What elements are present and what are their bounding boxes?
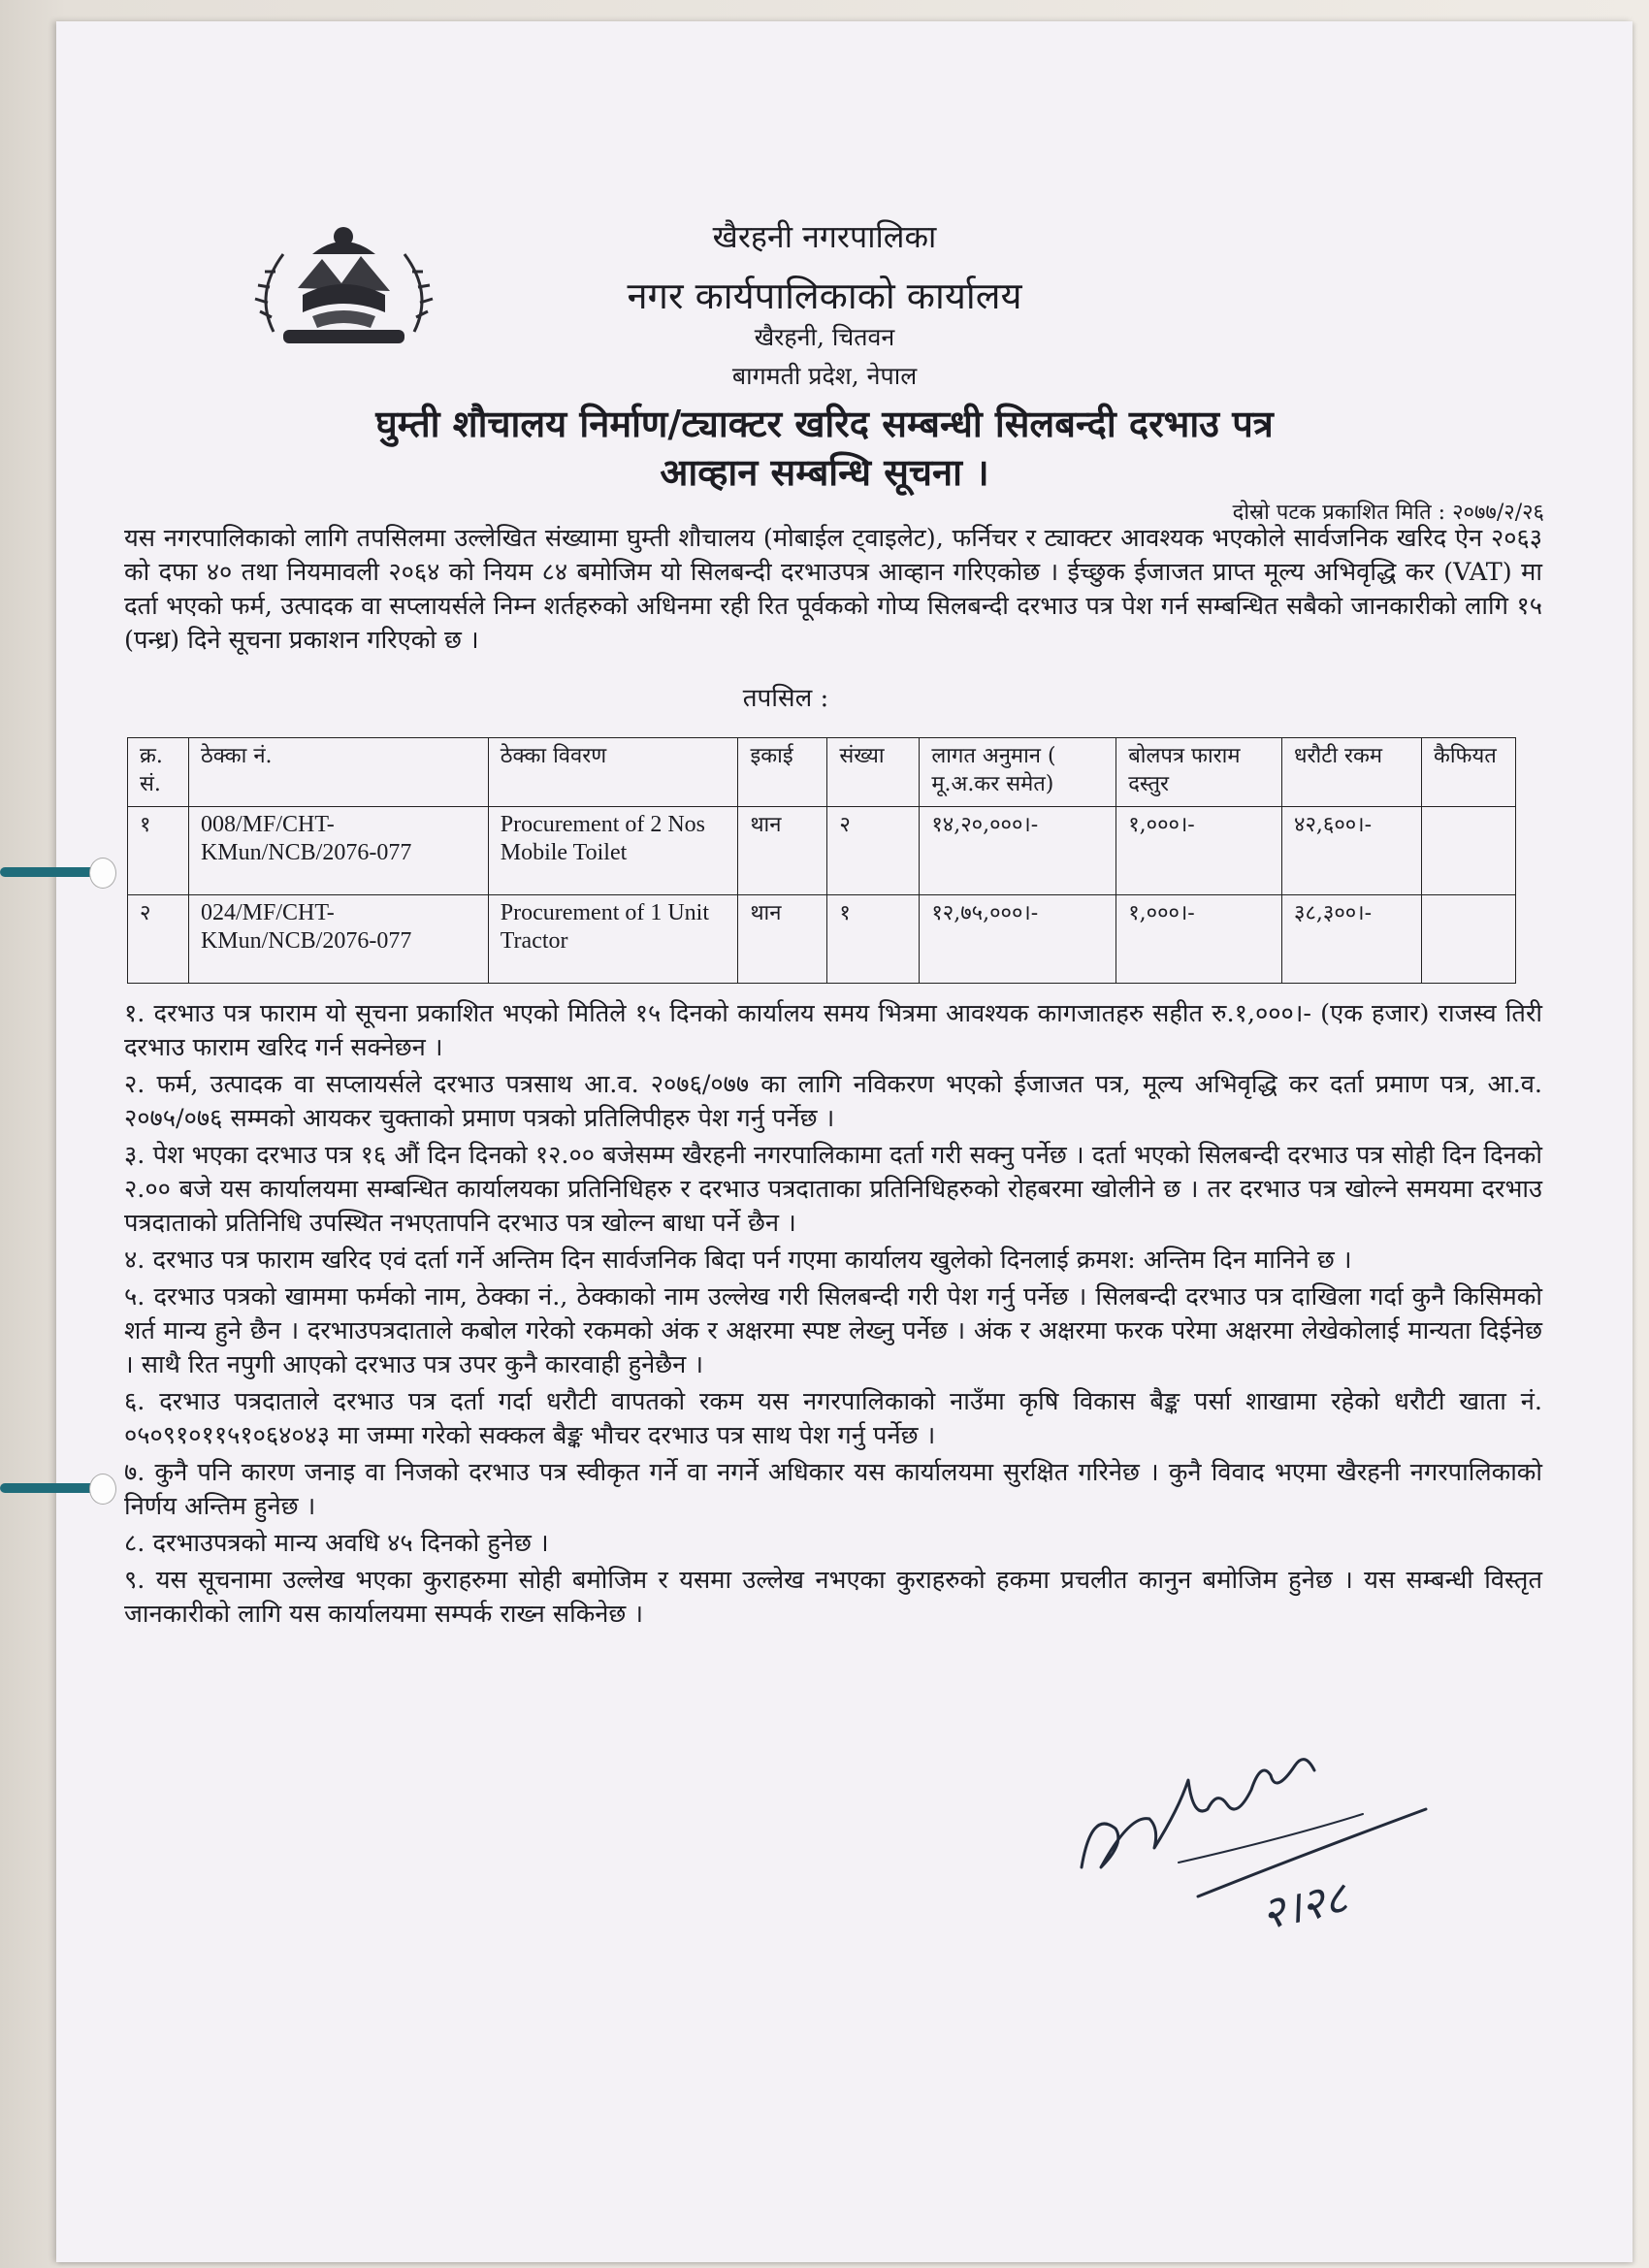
condition-7: ७. कुनै पनि कारण जनाइ वा निजको दरभाउ पत्र स्वीकृत गर्ने वा नगर्ने अधिकार यस कार्यालयमा सुरक्षित गरिनेछ । कुनै विवाद भएमा खैरहनी नगरपालिकाको निर्णय अन्तिम हुनेछ । — [124, 1458, 1542, 1521]
office-province: बागमती प्रदेश, नेपाल — [731, 362, 918, 390]
cell-sn: २ — [128, 895, 189, 984]
conditions-list — [124, 997, 1542, 1632]
cell-unit: थान — [738, 807, 827, 895]
cell-contract-no: 024/MF/CHT-KMun/NCB/2076-077 — [188, 895, 488, 984]
notice-title: घुम्ती शौचालय निर्माण/ट्याक्टर खरिद सम्बन्धी सिलबन्दी दरभाउ पत्र — [375, 402, 1274, 445]
cell-bid-security: ४२,६००।- — [1282, 807, 1422, 895]
cell-description: Procurement of 2 Nos Mobile Toilet — [488, 807, 738, 895]
schedule-label: तपसिल : — [742, 684, 829, 713]
cell-form-fee: १,०००।- — [1116, 807, 1282, 895]
cell-cost-estimate: १२,७५,०००।- — [920, 895, 1116, 984]
col-header-remarks: कैफियत — [1421, 738, 1515, 807]
condition-3: ३. पेश भएका दरभाउ पत्र १६ औं दिन दिनको १२.०० बजेसम्म खैरहनी नगरपालिकामा दर्ता गरी सक्नु पर्नेछ । दर्ता भएको सिलबन्दी दरभाउ पत्र सोही दिन दिनको २.०० बजे यस कार्यालयमा सम्बन्धित कार्यालयका प्रतिनिधिहरु र दरभाउ पत्रदाताका प्रतिनिधिहरुको रोहबरमा खोलीने छ । तर दरभाउ पत्र खोल्ने समयमा दरभाउ पत्रदाताको प्रतिनिधि उपस्थित नभएतापनि दरभाउ पत्र खोल्न बाधा पर्ने छैन । — [124, 1141, 1542, 1238]
cell-remarks — [1421, 895, 1515, 984]
tender-table — [127, 737, 1516, 984]
col-header-contract-no: ठेक्का नं. — [188, 738, 488, 807]
condition-1: १. दरभाउ पत्र फाराम यो सूचना प्रकाशित भएको मितिले १५ दिनको कार्यालय समय भित्रमा आवश्यक कागजातहरु सहीत रु.१,०००।- (एक हजार) राजस्व तिरी दरभाउ फाराम खरिद गर्न सक्नेछन । — [124, 999, 1542, 1062]
condition-5: ५. दरभाउ पत्रको खाममा फर्मको नाम, ठेक्का नं., ठेक्काको नाम उल्लेख गरी सिलबन्दी गरी पेश गर्नु पर्नेछ । सिलबन्दी दरभाउ पत्र दाखिला गर्दा कुनै किसिमको शर्त मान्य हुने छैन । दरभाउपत्रदाताले कबोल गरेको रकमको अंक र अक्षरमा स्पष्ट लेख्नु पर्नेछ । अंक र अक्षरमा फरक परेमा अक्षरमा लेखेकोलाई मान्यता दिईनेछ । साथै रित नपुगी आएको दरभाउ पत्र उपर कुनै कारवाही हुनेछैन । — [124, 1282, 1542, 1379]
punch-hole — [89, 1474, 116, 1505]
thread — [0, 1483, 97, 1493]
cell-cost-estimate: १४,२०,०००।- — [920, 807, 1116, 895]
cell-quantity: १ — [827, 895, 920, 984]
notice-subtitle: आव्हान सम्बन्धि सूचना । — [660, 450, 989, 494]
cell-sn: १ — [128, 807, 189, 895]
col-header-form-fee: बोलपत्र फाराम दस्तुर — [1116, 738, 1282, 807]
punch-hole — [89, 858, 116, 889]
cell-unit: थान — [738, 895, 827, 984]
municipality-name: खैरहनी नगरपालिका — [712, 218, 937, 255]
cell-form-fee: १,०००।- — [1116, 895, 1282, 984]
condition-9: ९. यस सूचनामा उल्लेख भएका कुराहरुमा सोही बमोजिम र यसमा उल्लेख नभएका कुराहरुको हकमा प्रचलीत कानुन बमोजिम हुनेछ । यस सम्बन्धी विस्तृत जानकारीको लागि यस कार्यालयमा सम्पर्क राख्न सकिनेछ । — [124, 1566, 1542, 1629]
signature-date: २।२८ — [1256, 1870, 1352, 1940]
cell-remarks — [1421, 807, 1515, 895]
office-location: खैरहनी, चितवन — [754, 323, 895, 351]
col-header-sn: क्र. सं. — [128, 738, 189, 807]
col-header-unit: इकाई — [738, 738, 827, 807]
condition-6: ६. दरभाउ पत्रदाताले दरभाउ पत्र दर्ता गर्दा धरौटी वापतको रकम यस नगरपालिकाको नाउँमा कृषि विकास बैङ्क पर्सा शाखामा रहेको धरौटी खाता नं. ०५०९१०११५१०६४०४३ मा जम्मा गरेको सक्कल बैङ्क भौचर दरभाउ पत्र साथ पेश गर्नु पर्नेछ । — [124, 1387, 1542, 1450]
col-header-description: ठेक्का विवरण — [488, 738, 738, 807]
binding-thread-top — [0, 858, 114, 887]
col-header-cost-estimate: लागत अनुमान ( मू.अ.कर समेत) — [920, 738, 1116, 807]
cell-quantity: २ — [827, 807, 920, 895]
cell-contract-no: 008/MF/CHT-KMun/NCB/2076-077 — [188, 807, 488, 895]
col-header-quantity: संख्या — [827, 738, 920, 807]
cell-bid-security: ३८,३००।- — [1282, 895, 1422, 984]
binding-thread-bottom — [0, 1474, 114, 1503]
publication-date: दोस्रो पटक प्रकाशित मिति : २०७७/२/२६ — [1232, 501, 1544, 525]
table-row — [128, 807, 1516, 895]
condition-4: ४. दरभाउ पत्र फाराम खरिद एवं दर्ता गर्ने अन्तिम दिन सार्वजनिक बिदा पर्न गएमा कार्यालय खुलेको दिनलाई क्रमश: अन्तिम दिन मानिने छ । — [124, 1246, 1352, 1275]
intro-paragraph: यस नगरपालिकाको लागि तपसिलमा उल्लेखित संख्यामा घुम्ती शौचालय (मोबाईल ट्वाइलेट), फर्निचर र ट्याक्टर आवश्यक भएकोले सार्वजनिक खरिद ऐन २०६३ को दफा ४० तथा नियमावली २०६४ को नियम ८४ बमोजिम यो सिलबन्दी दरभाउपत्र आव्हान गरिएकोछ । ईच्छुक ईजाजत प्राप्त मूल्य अभिवृद्धि कर (VAT) मा दर्ता भएको फर्म, उत्पादक वा सप्लायर्सले निम्न शर्तहरुको अधिनमा रही रित पूर्वकको गोप्य सिलबन्दी दरभाउ पत्र पेश गर्न सम्बन्धित सबैको जानकारीको लागि १५ (पन्ध्र) दिने सूचना प्रकाशन गरिएको छ । — [124, 524, 1542, 655]
cell-description: Procurement of 1 Unit Tractor — [488, 895, 738, 984]
condition-8: ८. दरभाउपत्रको मान्य अवधि ४५ दिनको हुनेछ । — [124, 1529, 549, 1558]
col-header-bid-security: धरौटी रकम — [1282, 738, 1422, 807]
thread — [0, 867, 97, 877]
table-header-row — [128, 738, 1516, 807]
table-row — [128, 895, 1516, 984]
office-name: नगर कार्यपालिकाको कार्यालय — [627, 275, 1022, 317]
handwritten-signature-icon — [1072, 1722, 1445, 1940]
condition-2: २. फर्म, उत्पादक वा सप्लायर्सले दरभाउ पत्रसाथ आ.व. २०७६/०७७ का लागि नविकरण भएको ईजाजत पत्र, मूल्य अभिवृद्धि कर दर्ता प्रमाण पत्र, आ.व. २०७५/०७६ सम्मको आयकर चुक्ताको प्रमाण पत्रको प्रतिलिपीहरु पेश गर्नु पर्नेछ । — [124, 1070, 1542, 1133]
